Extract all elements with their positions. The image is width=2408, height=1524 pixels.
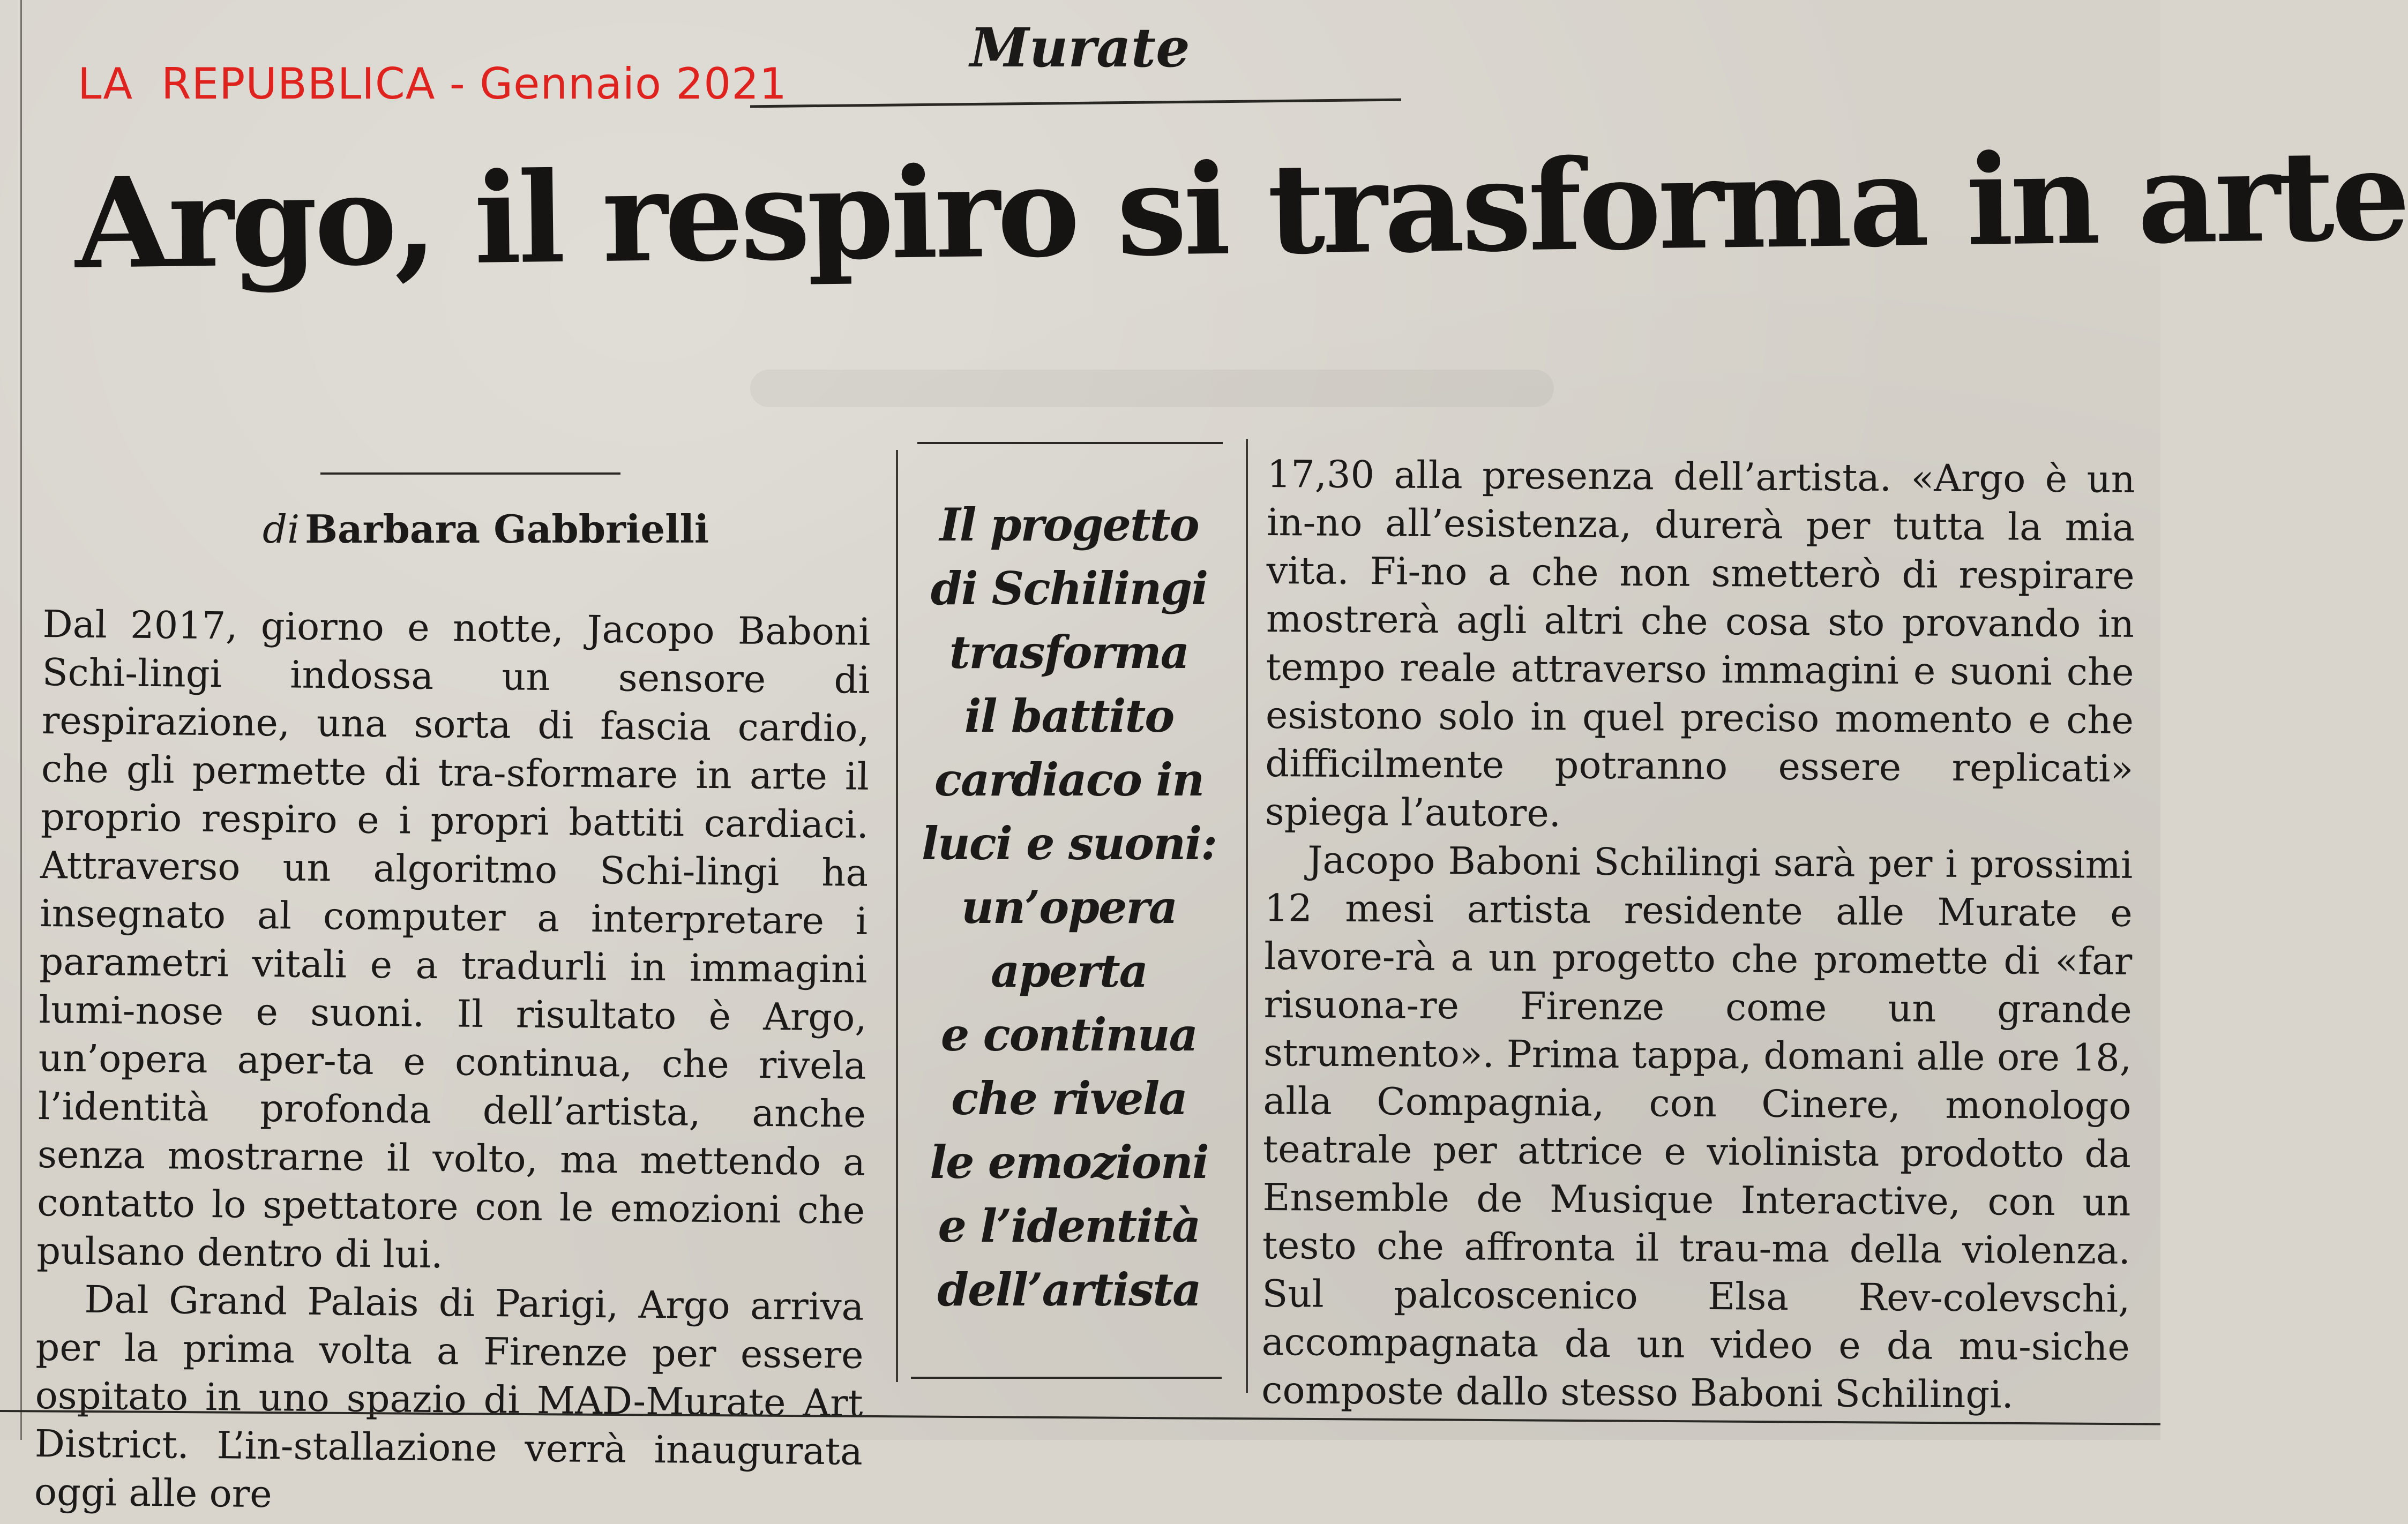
pull-quote-line: luci e suoni: — [921, 817, 1217, 870]
section-rule — [750, 99, 1401, 108]
left-column — [34, 600, 871, 1524]
byline-prefix: di — [263, 507, 300, 552]
section-label: Murate — [970, 16, 1190, 79]
byline — [263, 506, 709, 552]
pull-quote-line: Il progetto — [939, 498, 1199, 551]
byline-author: Barbara Gabbrielli — [305, 506, 709, 552]
left-paragraph-2: Dal Grand Palais di Parigi, Argo arriva per la prima volta a Firenze per essere ospitato in uno spazio di MAD-Murate Art District. L’in-stallazione verrà inaugurata oggi alle ore — [34, 1277, 864, 1517]
pull-quote-line: le emozioni — [930, 1136, 1208, 1189]
pull-quote — [911, 493, 1227, 1322]
pull-quote-line: aperta — [990, 944, 1148, 997]
pull-quote-line: e l’identità — [938, 1199, 1200, 1252]
right-paragraph-2: Jacopo Baboni Schilingi sarà per i prossimi 12 mesi artista residente alle Murate e lavore-rà a un progetto che promette di «far risuona-re Firenze come un grande strumento». Prima tappa, domani alle ore 18, alla Compagnia, con Cinere, monologo teatrale per attrice e violinista prodotto da Ensemble de Musique Interactive, con un testo che affronta il trau-ma della violenza. Sul palcoscenico Elsa Rev-colevschi, accompagnata da un video e da mu-siche composte dallo stesso Baboni Schilingi. — [1261, 838, 2133, 1417]
page-edge-line — [20, 0, 22, 1440]
pull-quote-rule-bottom — [911, 1377, 1222, 1379]
pull-quote-line: un’opera — [961, 881, 1177, 934]
byline-rule — [320, 472, 620, 475]
column-divider-left — [896, 450, 898, 1382]
pull-quote-line: che rivela — [951, 1072, 1187, 1125]
bleed-through-shadow — [750, 370, 1554, 407]
pull-quote-rule-top — [917, 442, 1223, 444]
left-paragraph-1: Dal 2017, giorno e notte, Jacopo Baboni Schi-lingi indossa un sensore di respirazione, una sorta di fascia cardio, che gli permette di tra-sformare in arte il proprio respiro e i propri battiti cardiaci. Attraverso un algoritmo Schi-lingi ha insegnato al computer a interpretare i parametri vitali e a tradurli in immagini lumi-nose e suoni. Il risultato è Argo, un’opera aper-ta e continua, che rivela l’identità profonda dell’artista, anche senza mostrarne il volto, ma mettendo a contatto lo spettatore con le emozioni che pulsano dentro di lui. — [36, 602, 871, 1277]
headline: Argo, il respiro si trasforma in arte — [74, 122, 2408, 297]
column-divider-right — [1246, 439, 1248, 1393]
pull-quote-line: dell’artista — [937, 1263, 1201, 1316]
pull-quote-line: trasforma — [949, 626, 1189, 679]
pull-quote-line: il battito — [964, 689, 1174, 742]
pull-quote-line: di Schilingi — [930, 562, 1208, 615]
source-annotation: LA REPUBBLICA - Gennaio 2021 — [78, 59, 787, 109]
right-column — [1261, 450, 2135, 1420]
pull-quote-line: e continua — [940, 1008, 1198, 1061]
pull-quote-line: cardiaco in — [934, 753, 1204, 806]
right-paragraph-1: 17,30 alla presenza dell’artista. «Argo è un in-no all’esistenza, durerà per tutta la mia vita. Fi-no a che non smetterò di respirare mostrerà agli altri che cosa sto provando in tempo reale attraverso immagini e suoni che esistono solo in quel preciso momento e che difficilmente potranno essere replicati» spiega l’autore. — [1265, 452, 2135, 836]
